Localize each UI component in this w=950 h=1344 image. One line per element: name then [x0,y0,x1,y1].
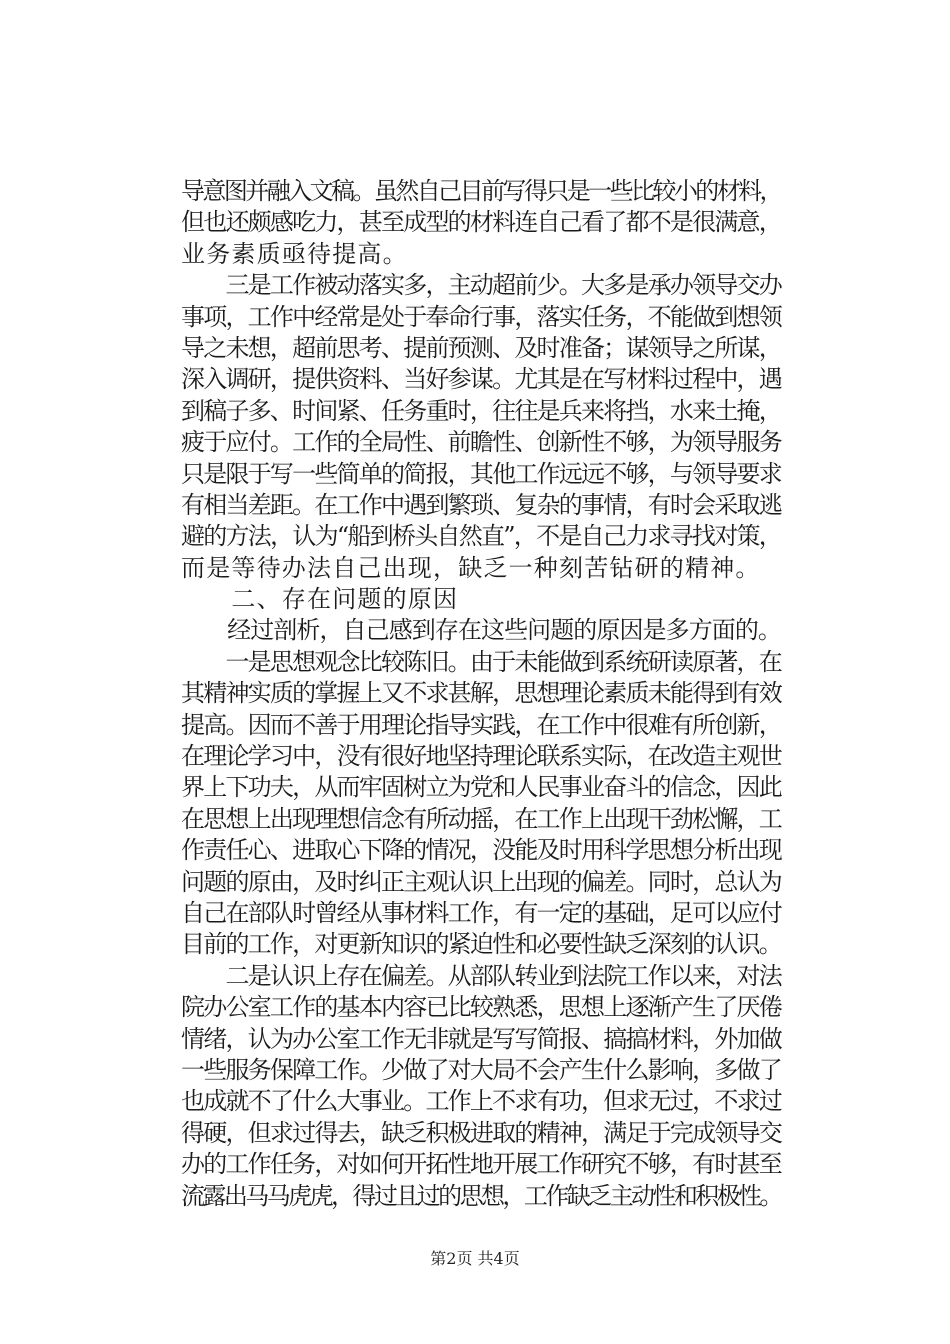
text-line: 导意图并融入文稿。虽然自己目前写得只是一些比较小的材料， [181,177,781,205]
text-line: 事项，工作中经常是处于奉命行事，落实任务，不能做到想领 [181,302,781,331]
text-line: 流露出马马虎虎，得过且过的思想，工作缺乏主动性和积极性。 [181,1181,781,1210]
text-line: 问题的原由，及时纠正主观认识上出现的偏差。同时，总认为 [181,867,781,896]
text-line: 得硬，但求过得去，缺乏积极进取的精神，满足于完成领导交 [181,1118,781,1147]
text-line: 避的方法，认为“船到桥头自然直”，不是自己力求寻找对策， [181,522,781,551]
text-line: 三是工作被动落实多，主动超前少。大多是承办领导交办 [181,271,781,300]
text-line: 一是思想观念比较陈旧。由于未能做到系统研读原著，在 [181,647,781,676]
text-line: 但也还颇感吃力，甚至成型的材料连自己看了都不是很满意， [181,208,781,237]
text-line: 在思想上出现理想信念有所动摇，在工作上出现干劲松懈，工 [181,804,781,833]
text-line: 而是等待办法自己出现，缺乏一种刻苦钻研的精神。 [181,553,761,582]
text-line: 业务素质亟待提高。 [181,239,408,268]
text-line: 疲于应付。工作的全局性、前瞻性、创新性不够，为领导服务 [181,428,781,457]
text-line: 界上下功夫，从而牢固树立为党和人民事业奋斗的信念，因此 [181,773,781,802]
text-line: 到稿子多、时间紧、任务重时，往往是兵来将挡，水来土掩， [181,396,781,425]
text-line: 二是认识上存在偏差。从部队转业到法院工作以来，对法 [181,961,781,990]
text-line: 二、存在问题的原因 [181,585,459,614]
text-line: 情绪，认为办公室工作无非就是写写简报、搞搞材料，外加做 [181,1024,781,1053]
text-line: 有相当差距。在工作中遇到繁琐、复杂的事情，有时会采取逃 [181,490,781,519]
text-line: 作责任心、进取心下降的情况，没能及时用科学思想分析出现 [181,836,781,865]
text-line: 自己在部队时曾经从事材料工作，有一定的基础，足可以应付 [181,898,781,927]
page-footer: 第2页 共4页 [430,1249,520,1268]
text-line: 只是限于写一些简单的简报，其他工作远远不够，与领导要求 [181,459,781,488]
text-line: 深入调研，提供资料、当好参谋。尤其是在写材料过程中，遇 [181,365,781,394]
text-line: 经过剖析，自己感到存在这些问题的原因是多方面的。 [181,616,781,645]
document-body [181,176,781,1212]
text-line: 目前的工作，对更新知识的紧迫性和必要性缺乏深刻的认识。 [181,930,781,959]
text-line: 提高。因而不善于用理论指导实践，在工作中很难有所创新， [181,710,781,739]
text-line: 也成就不了什么大事业。工作上不求有功，但求无过，不求过 [181,1087,781,1116]
text-line: 院办公室工作的基本内容已比较熟悉，思想上逐渐产生了厌倦 [181,993,781,1022]
text-line: 在理论学习中，没有很好地坚持理论联系实际，在改造主观世 [181,742,781,771]
text-line: 导之未想，超前思考、提前预测、及时准备；谋领导之所谋， [181,333,781,362]
text-line: 其精神实质的掌握上又不求甚解，思想理论素质未能得到有效 [181,679,781,708]
text-line: 一些服务保障工作。少做了对大局不会产生什么影响，多做了 [181,1055,781,1084]
text-line: 办的工作任务，对如何开拓性地开展工作研究不够，有时甚至 [181,1150,781,1179]
